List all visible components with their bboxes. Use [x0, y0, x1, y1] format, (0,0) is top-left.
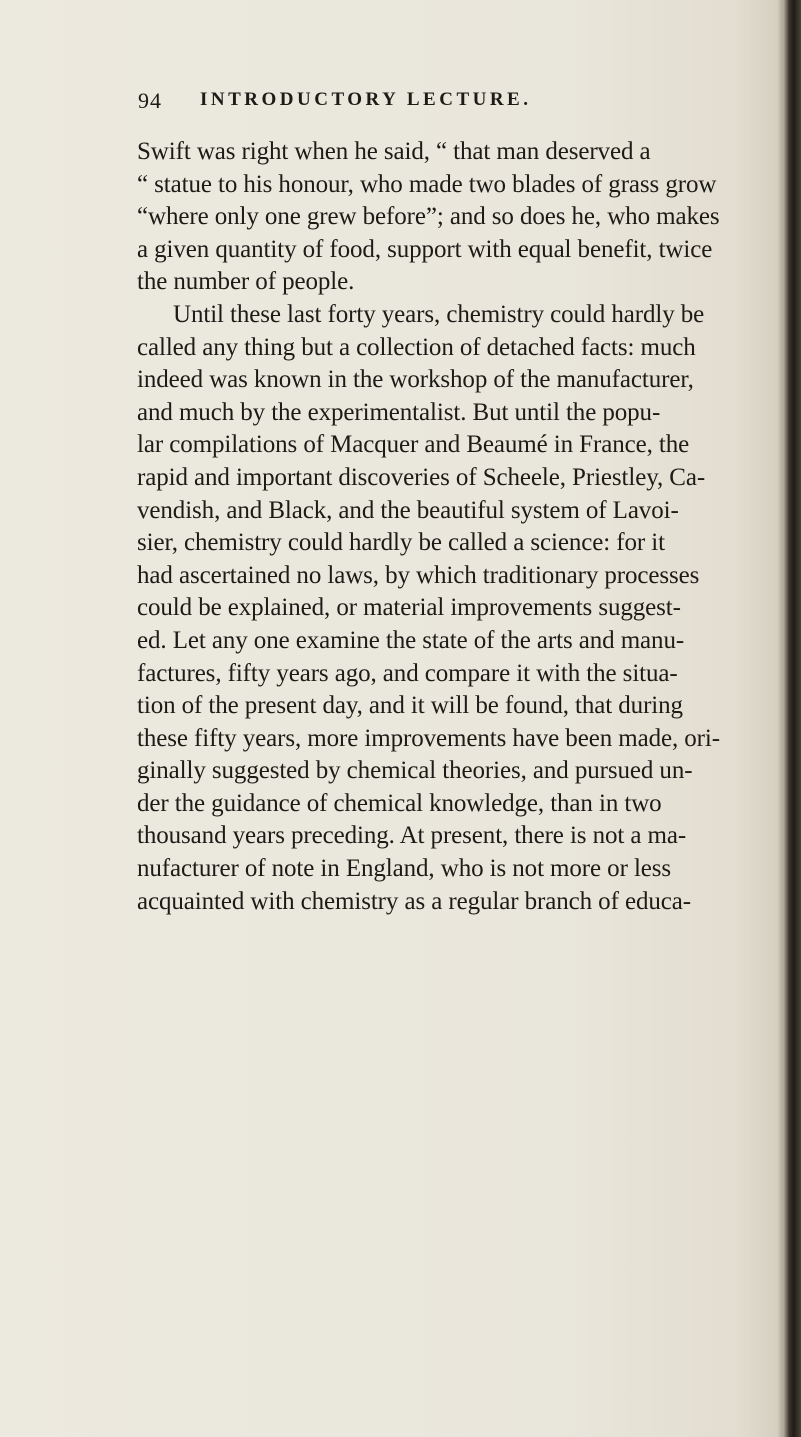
text-line: ginally suggested by chemical theories, and pursued un-: [137, 757, 693, 785]
body-text: [137, 136, 797, 918]
text-line: thousand years preceding. At present, there is not a ma-: [137, 822, 687, 850]
text-line: ed. Let any one examine the state of the arts and manu-: [137, 626, 685, 654]
text-line: a given quantity of food, support with equal benefit, twice: [137, 235, 713, 263]
text-line: “ statue to his honour, who made two blades of grass grow: [137, 170, 717, 198]
text-line: tion of the present day, and it will be found, that during: [137, 692, 683, 720]
text-line: had ascertained no laws, by which traditionary processes: [137, 561, 700, 589]
text-line: could be explained, or material improvements suggest-: [137, 594, 681, 622]
page-header: [138, 88, 738, 118]
text-line: indeed was known in the workshop of the manufacturer,: [137, 366, 694, 394]
text-line: “where only one grew before”; and so does he, who makes: [137, 203, 720, 231]
text-line: rapid and important discoveries of Scheele, Priestley, Ca-: [137, 463, 706, 491]
text-line: acquainted with chemistry as a regular branch of educa-: [137, 887, 691, 915]
text-line: sier, chemistry could hardly be called a science: for it: [137, 529, 665, 557]
text-line: and much by the experimentalist. But until the popu-: [137, 398, 661, 426]
text-line: nufacturer of note in England, who is not more or less: [137, 855, 672, 883]
text-line: Swift was right when he said, “ that man deserved a: [137, 138, 651, 165]
text-line: lar compilations of Macquer and Beaumé in France, the: [137, 431, 690, 459]
text-line: these fifty years, more improvements have been made, ori-: [137, 724, 720, 752]
text-line: der the guidance of chemical knowledge, than in two: [137, 789, 662, 817]
text-line-paragraph-start: Until these last forty years, chemistry could hardly be: [173, 300, 705, 328]
text-line: the number of people.: [137, 268, 355, 296]
page-number: 94: [138, 88, 162, 113]
text-line: called any thing but a collection of detached facts: much: [137, 333, 696, 361]
running-head: INTRODUCTORY LECTURE.: [200, 89, 532, 110]
text-line: vendish, and Black, and the beautiful system of Lavoi-: [137, 496, 679, 524]
text-line: factures, fifty years ago, and compare it with the situa-: [137, 659, 678, 687]
